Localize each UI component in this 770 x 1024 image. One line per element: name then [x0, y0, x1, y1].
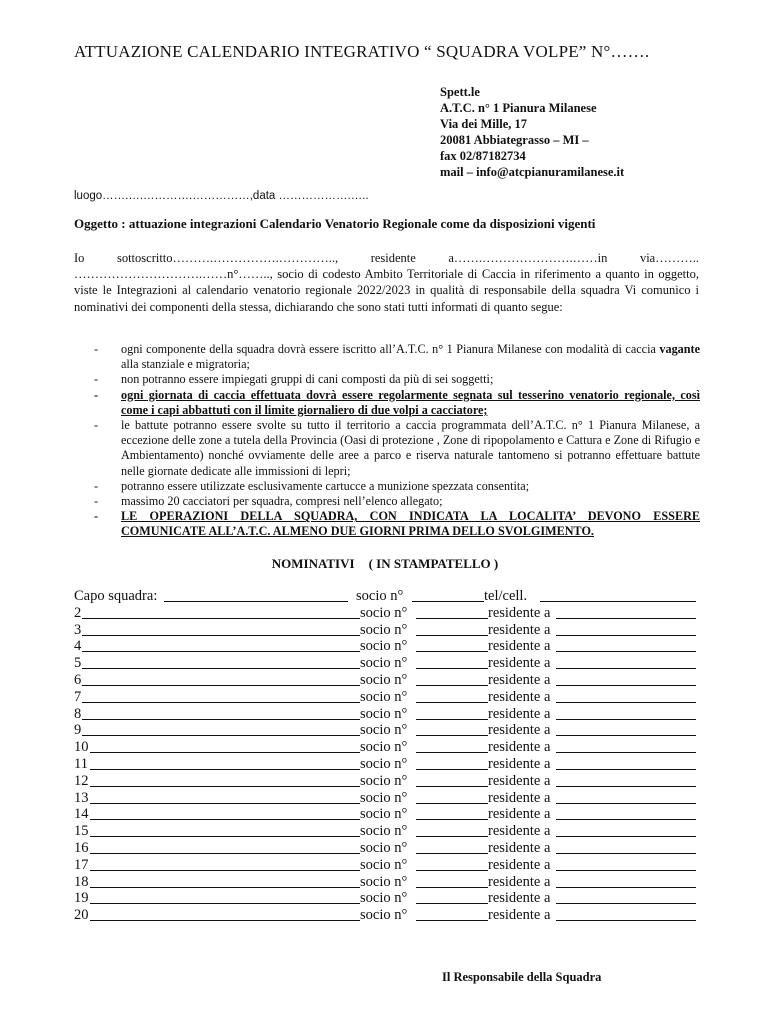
document-title: ATTUAZIONE CALENDARIO INTEGRATIVO “ SQUADRA VOLPE” N°…….	[74, 42, 650, 61]
rule-text: potranno essere utilizzate esclusivamente cartucce a munizione spezzata consentita;	[121, 478, 530, 493]
recipient-address	[440, 84, 624, 180]
residente-label: residente a	[488, 604, 551, 621]
recipient-line: A.T.C. n° 1 Pianura Milanese	[440, 101, 597, 115]
names-heading-note: ( IN STAMPATELLO )	[368, 556, 499, 571]
member-name-field[interactable]	[90, 907, 360, 926]
row-number: 11	[74, 755, 88, 772]
residente-label: residente a	[488, 772, 551, 789]
socio-label: socio n°	[360, 839, 408, 856]
residente-label: residente a	[488, 722, 551, 739]
subject-line: Oggetto : attuazione integrazioni Calendario Venatorio Regionale come da disposizioni vigenti	[74, 216, 596, 231]
head-label: Capo squadra:	[74, 588, 158, 604]
residente-label: residente a	[488, 688, 551, 705]
residente-label: residente a	[488, 621, 551, 638]
rule-item: - massimo 20 cacciatori per squadra, compresi nell’elenco allegato;	[94, 494, 443, 509]
residente-label: residente a	[488, 873, 551, 890]
socio-label: socio n°	[360, 671, 408, 688]
socio-label: socio n°	[360, 621, 408, 638]
socio-label: socio n°	[360, 907, 408, 924]
names-heading	[0, 556, 770, 572]
names-heading-label: NOMINATIVI	[271, 556, 355, 571]
residente-label: residente a	[488, 806, 551, 823]
rule-item: - non potranno essere impiegati gruppi di cani composti da più di sei soggetti;	[94, 372, 494, 387]
socio-label: socio n°	[360, 806, 408, 823]
socio-label: socio n°	[360, 890, 408, 907]
rule-text: massimo 20 cacciatori per squadra, compresi nell’elenco allegato;	[121, 494, 443, 509]
rule-text: le battute potranno essere svolte su tutto il territorio a caccia programmata dell’A.T.C. n° 1 Pianura Milanese, a eccezione delle zone a tutela della Provincia (Oasi di protezione , Zone di ripopolamento e Cattura e Zone di Rifugio e Ambientamento) nonché ovviamente delle aree a parco e riserva naturale tantomeno si potranno effettuare battute nelle giornate dedicate alle immissioni di lepri;	[121, 418, 700, 478]
residente-label: residente a	[488, 671, 551, 688]
rule-text: ogni giornata di caccia effettuata dovrà essere regolarmente segnata sul tesserino venatorio regionale, così come i capi abbattuti con il limite giornaliero di due volpi a cacciatore;	[121, 387, 700, 417]
residente-label: residente a	[488, 705, 551, 722]
row-number: 19	[74, 890, 89, 907]
residente-label: residente a	[488, 739, 551, 756]
residente-field[interactable]	[556, 907, 696, 926]
row-number: 16	[74, 839, 89, 856]
rule-bold-word: vagante	[659, 342, 700, 356]
socio-label: socio n°	[360, 873, 408, 890]
socio-label: socio n°	[360, 755, 408, 772]
signature-label: Il Responsabile della Squadra	[442, 970, 602, 984]
socio-label: socio n°	[356, 588, 404, 604]
residente-label: residente a	[488, 907, 551, 924]
residente-label: residente a	[488, 755, 551, 772]
row-number: 13	[74, 789, 89, 806]
residente-label: residente a	[488, 839, 551, 856]
socio-label: socio n°	[360, 705, 408, 722]
socio-label: socio n°	[360, 739, 408, 756]
row-number: 4	[74, 638, 82, 655]
residente-label: residente a	[488, 890, 551, 907]
rule-item: - ogni giornata di caccia effettuata dovrà essere regolarmente segnata sul tesserino venatorio regionale, così come i capi abbattuti con il limite giornaliero di due volpi a cacciatore;	[94, 387, 700, 417]
recipient-line: Spett.le	[440, 85, 480, 99]
recipient-line: fax 02/87182734	[440, 149, 526, 163]
recipient-line: mail – info@atcpianuramilanese.it	[440, 165, 625, 179]
row-number: 3	[74, 621, 82, 638]
tel-label: tel/cell.	[484, 588, 528, 604]
recipient-line: 20081 Abbiategrasso – MI –	[440, 133, 589, 147]
socio-label: socio n°	[360, 722, 408, 739]
row-number: 7	[74, 688, 82, 705]
rules-list	[74, 342, 700, 540]
rule-text: alla stanziale e migratoria;	[121, 357, 250, 372]
recipient-line: Via dei Mille, 17	[440, 117, 528, 131]
row-number: 12	[74, 772, 89, 789]
row-number: 17	[74, 856, 89, 873]
intro-text: Io sottoscritto……….…………….………….., residente a…….………………….……in via……….. ………………………….……n°…….., socio di codesto Ambito Territoriale di Caccia in riferimento a quanto in oggetto, viste le Integrazioni al calendario venatorio regionale 2022/2023 in qualità di responsabile della squadra Vi comunico i nominativi dei componenti della stessa, dichiarando che sono stati tutti informati di quanto segue:	[74, 251, 699, 314]
intro-paragraph	[74, 250, 699, 315]
socio-label: socio n°	[360, 772, 408, 789]
rule-item: - LE OPERAZIONI DELLA SQUADRA, CON INDICATA LA LOCALITA’ DEVONO ESSERE COMUNICATE ALL’A.T.C. ALMENO DUE GIORNI PRIMA DELLO SVOLGIMENTO.	[94, 509, 700, 539]
place-date-field[interactable]: luogo…….….………….……………,data ……………….…..	[74, 190, 369, 202]
socio-label: socio n°	[360, 856, 408, 873]
socio-label: socio n°	[360, 823, 408, 840]
residente-label: residente a	[488, 789, 551, 806]
row-number: 18	[74, 873, 89, 890]
socio-label: socio n°	[360, 638, 408, 655]
residente-label: residente a	[488, 638, 551, 655]
socio-label: socio n°	[360, 789, 408, 806]
row-number: 15	[74, 823, 89, 840]
row-number: 20	[74, 907, 89, 924]
row-number: 6	[74, 671, 82, 688]
socio-number-field[interactable]	[416, 907, 488, 926]
row-number: 8	[74, 705, 82, 722]
socio-label: socio n°	[360, 604, 408, 621]
rule-item: - potranno essere utilizzate esclusivamente cartucce a munizione spezzata consentita;	[94, 478, 530, 493]
row-number: 9	[74, 722, 82, 739]
socio-label: socio n°	[360, 655, 408, 672]
residente-label: residente a	[488, 823, 551, 840]
socio-label: socio n°	[360, 688, 408, 705]
row-number: 10	[74, 739, 89, 756]
rule-item: - le battute potranno essere svolte su tutto il territorio a caccia programmata dell’A.T.C. n° 1 Pianura Milanese, a eccezione delle zone a tutela della Provincia (Oasi di protezione , Zone di ripopolamento e Cattura e Zone di Rifugio e Ambientamento) nonché ovviamente delle aree a parco e riserva naturale tantomeno si potranno effettuare battute nelle giornate dedicate alle immissioni di lepri;	[94, 418, 700, 478]
residente-label: residente a	[488, 655, 551, 672]
residente-label: residente a	[488, 856, 551, 873]
rule-item: - ogni componente della squadra dovrà essere iscritto all’A.T.C. n° 1 Pianura Milanese con modalità di caccia vagante alla stanziale e migratoria;	[94, 342, 700, 372]
row-number: 2	[74, 604, 82, 621]
rule-text: ogni componente della squadra dovrà essere iscritto all’A.T.C. n° 1 Pianura Milanese con modalità di caccia	[121, 342, 660, 356]
rule-text: non potranno essere impiegati gruppi di cani composti da più di sei soggetti;	[121, 372, 494, 387]
row-number: 5	[74, 655, 82, 672]
row-number: 14	[74, 806, 89, 823]
rule-text: LE OPERAZIONI DELLA SQUADRA, CON INDICATA LA LOCALITA’ DEVONO ESSERE COMUNICATE ALL’A.T.C. ALMENO DUE GIORNI PRIMA DELLO SVOLGIMENTO.	[121, 509, 700, 539]
